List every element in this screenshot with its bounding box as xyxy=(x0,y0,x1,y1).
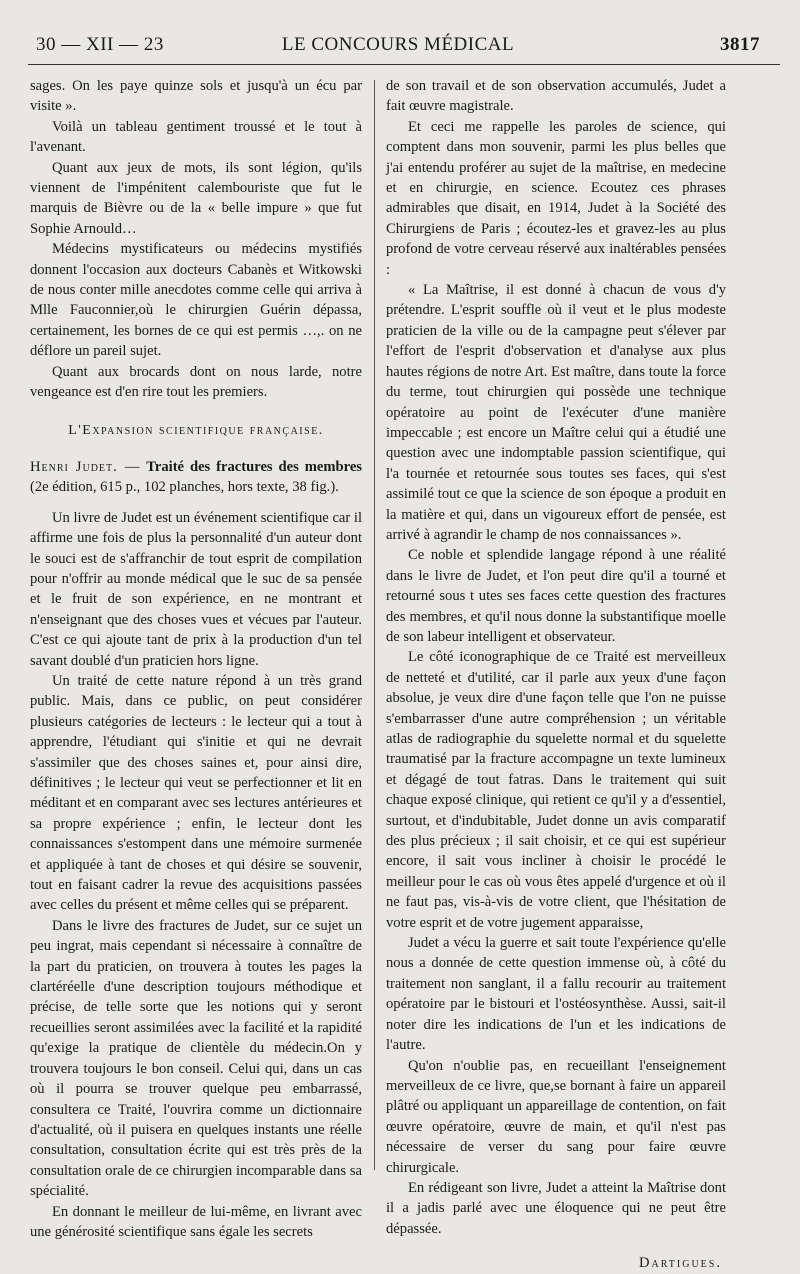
right-column xyxy=(386,76,726,1274)
author-signature: Dartigues. xyxy=(638,1255,722,1272)
paragraph: sages. On les paye quinze sols et jusqu'à un écu par visite ». xyxy=(30,78,362,115)
paragraph: En rédigeant son livre, Judet a atteint la Maîtrise dont il a jadis parlé avec une éloquence qui ne peut être dépassée. xyxy=(386,1179,726,1237)
page-number: 3817 xyxy=(720,34,760,55)
journal-title: LE CONCOURS MÉDICAL xyxy=(281,34,515,55)
paragraph: Voilà un tableau gentiment troussé et le tout à l'avenant. xyxy=(30,118,362,156)
column-divider xyxy=(374,80,375,1170)
paragraph: Et ceci me rappelle les paroles de science, qui comptent dans mon souvenir, parmi les plus belles que j'ai entendu proférer au sujet de la maîtrise, en medecine et en chirurgie, en science. Ecoutez ces phrases admirables que disait, en 1914, Judet à la Société des Chirurgiens de Paris ; écoutez-les et gravez-les au plus profond de votre cerveau réservé aux inaltérables pensées : xyxy=(386,118,726,278)
paragraph: En donnant le meilleur de lui-même, en livrant avec une générosité scientifique sans égale les secrets xyxy=(30,1203,362,1240)
paragraph: Judet a vécu la guerre et sait toute l'expérience qu'elle nous a donnée de cette question immense où, à côté du traitement non sanglant, il a fallu recourir au traitement opératoire par le bistouri et l'ostéosynthèse. Aussi, sait-il noter dire les indications de l'un et les indications de l'autre. xyxy=(386,935,726,1054)
section-title: L'Expansion scientifique française. xyxy=(68,422,324,438)
book-title: Traité des fractures des membres xyxy=(146,458,362,475)
paragraph: Dans le livre des fractures de Judet, sur ce sujet un peu ingrat, mais cependant si nécessaire à connaître de la part du praticien, on trouvera à toutes les pages la clartéréelle d'une description toujours méthodique et précise, de telle sorte que les notions qui y seront recueillies seront assimilées avec la facilité et la rapidité qu'exige la pratique de clientèle du médecin.On y trouvera toujours le bon conseil. Celui qui, dans un cas où il pourra se trouver quelque peu embarrassé, consultera ce Traité, l'ouvrira comme un dictionnaire d'actualité, où il puisera en quelques instants une réelle consultation, consultation écrite qui est très près de la consultation orale de ce chirurgien incomparable dans sa spécialité. xyxy=(30,917,362,1200)
paragraph: Ce noble et splendide langage répond à une réalité dans le livre de Judet, et l'on peut dire qu'il a tourné et retourné sous t utes ses faces cette question des fractures des membres, et qu'il nous donne la substantifique moelle de son labeur intelligent et observateur. xyxy=(386,547,726,645)
paragraph: Un traité de cette nature répond à un très grand public. Mais, dans ce public, on peut considérer plusieurs catégories de lecteurs : le lecteur qui a tout à apprendre, l'étudiant qui s'initie et qui ne devrait s'assimiler que des choses saines et, pour ainsi dire, définitives ; le lecteur qui veut se perfectionner et lit en méditant et en comparant avec ses lectures antérieures et sa propre expérience ; enfin, le lecteur dont les connaissances s'estompent dans une mémoire surmenée et appliquée à tant de choses et qui désire se souvenir, tout en faisant cadrer la revue des acquisitions passées avec celles du présent et même celles qui se préparent. xyxy=(30,672,362,914)
paragraph: Le côté iconographique de ce Traité est merveilleux de netteté et d'utilité, car il parle aux yeux d'une façon absolue, je veux dire d'une façon telle que l'on ne puisse s'embarrasser d'une autre compréhension ; un véritable atlas de radiographie du squelette normal et du squelette traumatisé par la fracture accompagne un texte lumineux et dégagé de tout fatras. Dans le traitement qui suit chaque exposé clinique, qui retient ce qu'il y a d'essentiel, surtout, et d'indubitable, Judet donne un avis comparatif des plus précieux ; il sait choisir, et ce qui est supérieur encore, il sait vous incliner à choisir le procédé le meilleur pour le cas où vous êtes appelé d'urgence et où il ne faut pas, vis-à-vis de votre client, que l'hésitation de votre esprit et de votre jugement apparaisse, xyxy=(386,649,726,931)
issue-date: 30 — XII — 23 xyxy=(36,34,164,55)
book-author: Henri Judet. — xyxy=(30,458,141,475)
running-head xyxy=(36,30,760,58)
left-column xyxy=(30,76,362,1242)
quotation: « La Maîtrise, il est donné à chacun de vous d'y prétendre. L'esprit souffle où il veut et le plus modeste praticien de la ville ou de la campagne peut s'élever par l'effort de l'esprit d'observation et d'analyse aux plus hautes régions de notre Art. Est maître, dans toute la force du terme, tout chirurgien qui possède une technique opératoire au point de l'exécuter d'une manière impeccable ; est encore un Maître celui qui a étudié une question avec une indomptable passion scientifique, qui l'a tournée et retournée sous toutes ses faces, qui s'est assimilé tout ce que la science de son époque a produit en la matière et qui, dans un vigoureux effort de pensée, est arrivé à agrandir le champ de nos connaissances ». xyxy=(386,282,726,543)
paragraph: Qu'on n'oublie pas, en recueillant l'enseignement merveilleux de ce livre, que,se bornant à faire un appareil plâtré ou appliquant un appareillage de contention, on fait œuvre opératoire, œuvre de main, et qu'il n'est pas nécessaire de verser du sang pour faire œuvre chirurgicale. xyxy=(386,1057,726,1176)
paragraph: Quant aux brocards dont on nous larde, notre vengeance est d'en rire tout les premiers. xyxy=(30,363,362,401)
book-reference xyxy=(30,457,362,498)
paragraph: de son travail et de son observation accumulés, Judet a fait œuvre magistrale. xyxy=(386,78,726,115)
paragraph: Un livre de Judet est un événement scientifique car il affirme une fois de plus la personnalité d'un auteur dont le souci est de s'affranchir de tout esprit de compilation pour n'offrir au monde médical que le suc de sa pensée et le fruit de son expérience, en ne montrant et n'enseignant que des choses vues et vécues par l'auteur. C'est ce qui ajoute tant de prix à la production d'un tel savant doublé d'un praticien hors ligne. xyxy=(30,509,363,669)
paragraph: Quant aux jeux de mots, ils sont légion, qu'ils viennent de l'impénitent calembouriste que fut le marquis de Bièvre ou de la « belle impure » que fut Sophie Arnould… xyxy=(30,159,362,237)
paragraph: Médecins mystificateurs ou médecins mystifiés donnent l'occasion aux docteurs Cabanès et Witkowski de nous conter mille anecdotes comme celle qui arriva à Mlle Fauconnier,où le chirurgien Guérin dépassa, certainement, les bornes de ce qui est permis …,. on ne déflore un pareil sujet. xyxy=(30,241,362,360)
header-rule xyxy=(28,64,780,65)
book-details: (2e édition, 615 p., 102 planches, hors texte, 38 fig.). xyxy=(30,479,339,496)
